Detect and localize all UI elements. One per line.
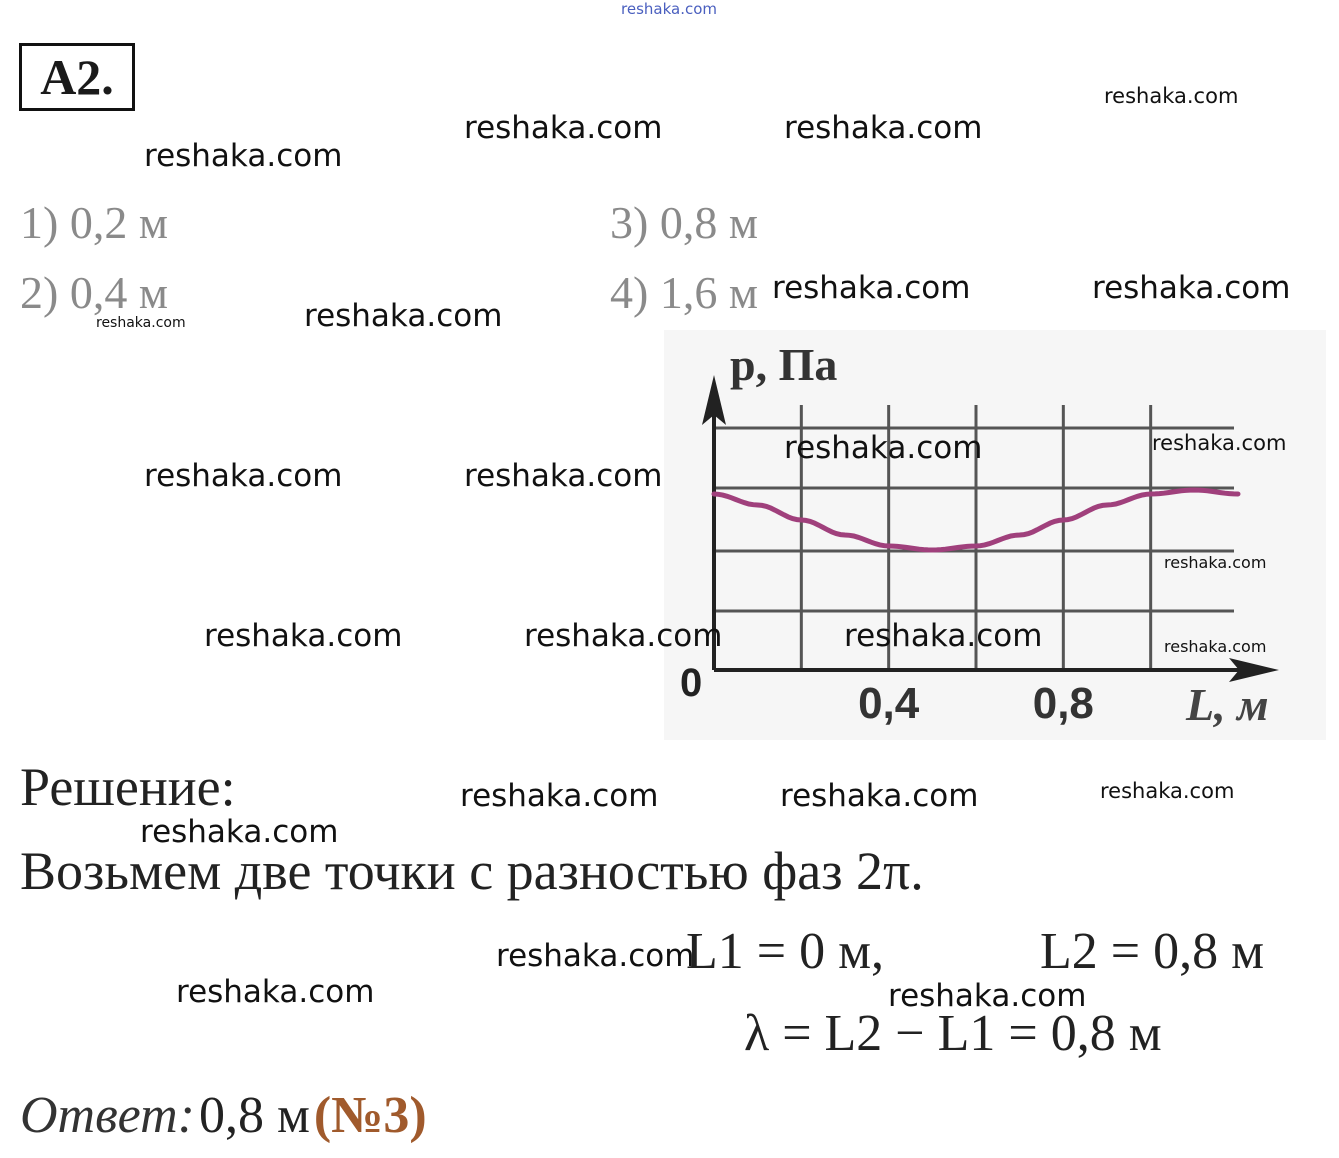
watermark: reshaka.com <box>524 618 723 654</box>
answer-value: 0,8 м <box>198 1087 310 1144</box>
watermark: reshaka.com <box>460 778 659 814</box>
solution-sentence: Возьмем две точки с разностью фаз 2π. <box>20 841 924 901</box>
watermark: reshaka.com <box>140 814 339 850</box>
watermark: reshaka.com <box>496 938 695 974</box>
watermark: reshaka.com <box>1104 84 1239 108</box>
watermark: reshaka.com <box>1164 637 1267 656</box>
solution-heading: Решение: <box>20 757 236 817</box>
watermark: reshaka.com <box>204 618 403 654</box>
option-2: 2) 0,4 м <box>20 267 168 318</box>
equation-l1: L1 = 0 м, <box>686 923 884 980</box>
equation-wavelength: λ = L2 − L1 = 0,8 м <box>744 1005 1162 1062</box>
x-tick-label: 0,4 <box>858 679 920 728</box>
watermark: reshaka.com <box>1100 779 1235 803</box>
watermark: reshaka.com <box>144 458 343 494</box>
watermark: reshaka.com <box>784 430 983 466</box>
y-axis-label: p, Па <box>730 339 838 390</box>
watermark: reshaka.com <box>464 458 663 494</box>
watermark: reshaka.com <box>1164 553 1267 572</box>
pressure-wave-chart <box>664 330 1326 740</box>
origin-label: 0 <box>680 661 703 705</box>
watermark: reshaka.com <box>844 618 1043 654</box>
problem-label: A2. <box>19 43 135 111</box>
watermark: reshaka.com <box>1092 270 1291 306</box>
watermark: reshaka.com <box>784 110 983 146</box>
watermark: reshaka.com <box>888 978 1087 1014</box>
equation-l2: L2 = 0,8 м <box>1040 923 1264 980</box>
watermark: reshaka.com <box>772 270 971 306</box>
watermark: reshaka.com <box>176 974 375 1010</box>
option-1: 1) 0,2 м <box>20 197 168 248</box>
watermark: reshaka.com <box>144 138 343 174</box>
watermark: reshaka.com <box>780 778 979 814</box>
watermark: reshaka.com <box>621 0 717 18</box>
x-axis-label: L, м <box>1186 679 1269 730</box>
option-3: 3) 0,8 м <box>610 197 758 248</box>
watermark: reshaka.com <box>1152 431 1287 455</box>
x-tick-label: 0,8 <box>1032 679 1094 728</box>
option-4: 4) 1,6 м <box>610 267 758 318</box>
answer-line <box>20 1086 427 1145</box>
watermark: reshaka.com <box>464 110 663 146</box>
answer-number: (№3) <box>313 1087 427 1144</box>
watermark: reshaka.com <box>304 298 503 334</box>
watermark: reshaka.com <box>96 315 186 331</box>
answer-label: Ответ: <box>20 1087 195 1144</box>
